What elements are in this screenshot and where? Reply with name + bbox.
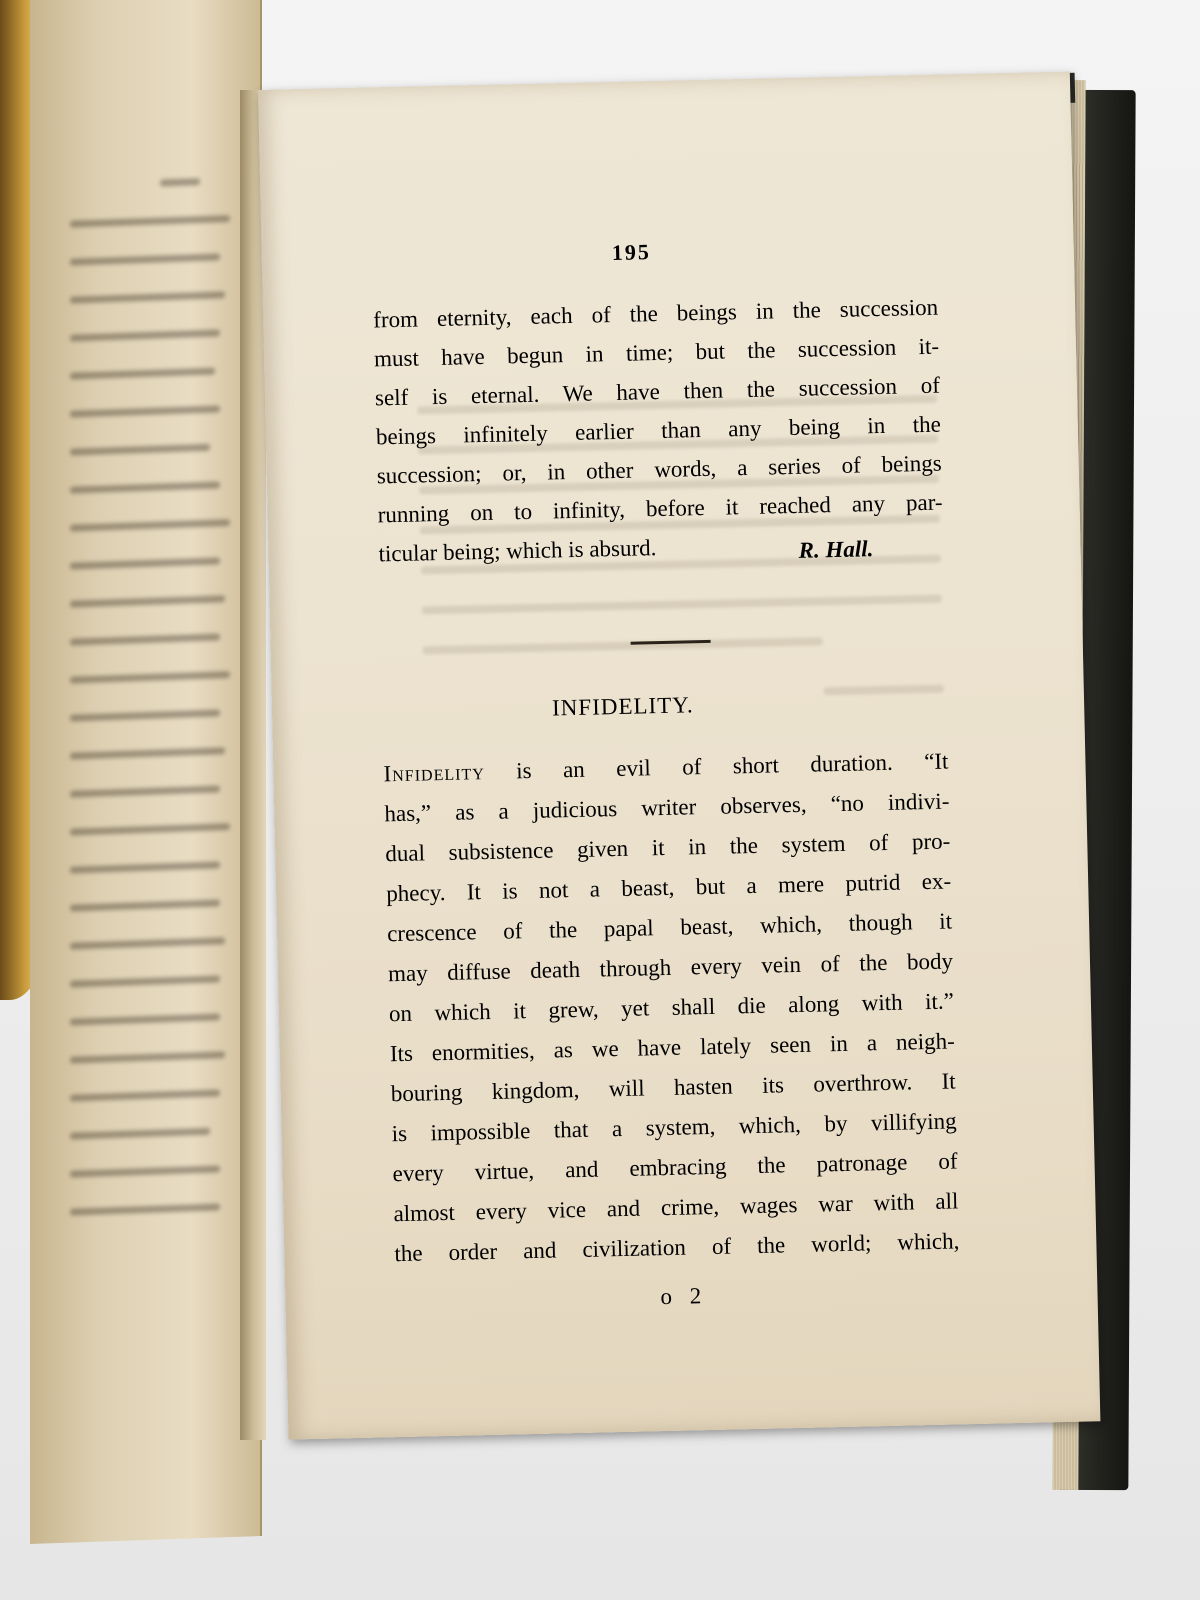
passage-line: running on to infinity, before it reached any par- <box>377 489 943 528</box>
page-number-smudge <box>160 178 200 186</box>
passage-line: must have begun in time; but the succession it- <box>373 333 940 372</box>
left-page <box>30 0 262 1544</box>
passage-line: ticular being; which is absurd. <box>378 535 657 567</box>
passage-line: beings infinitely earlier than any being in the <box>375 411 942 450</box>
section-lead-word: Infidelity <box>383 759 486 787</box>
section-line: has,” as a judicious writer observes, “no indivi- <box>384 788 950 827</box>
passage-line: succession; or, in other words, a series of beings <box>376 450 942 489</box>
section-line: every virtue, and embracing the patronage of <box>392 1148 958 1187</box>
section-line: phecy. It is not a beast, but a mere putrid ex- <box>385 868 952 907</box>
right-page <box>258 72 1100 1440</box>
section-line: may diffuse death through every vein of the body <box>387 948 954 987</box>
page-number: 195 <box>611 239 652 266</box>
section-line: bouring kingdom, will hasten its overthrow. It <box>390 1068 956 1107</box>
section-line: dual subsistence given it in the system of pro- <box>385 828 951 867</box>
section-line: on which it grew, yet shall die along with it.” <box>388 988 955 1027</box>
section-line: is impossible that a system, which, by villifying <box>391 1108 957 1147</box>
passage-line: self is eternal. We have then the succession of <box>374 372 941 411</box>
attribution: R. Hall. <box>798 536 874 563</box>
section-title: INFIDELITY. <box>551 692 694 721</box>
section-line: crescence of the papal beast, which, though it <box>386 908 953 947</box>
left-page-blurred-text <box>70 177 240 1247</box>
section-line: Its enormities, as we have lately seen in a neigh- <box>389 1028 956 1067</box>
section-line: the order and civilization of the world; which, <box>394 1228 960 1267</box>
section-line: almost every vice and crime, wages war with all <box>393 1188 959 1227</box>
signature-mark: o 2 <box>660 1283 708 1310</box>
passage-line: from eternity, each of the beings in the succession <box>372 294 939 333</box>
section-line-rest: is an evil of short duration. “It <box>515 748 949 784</box>
